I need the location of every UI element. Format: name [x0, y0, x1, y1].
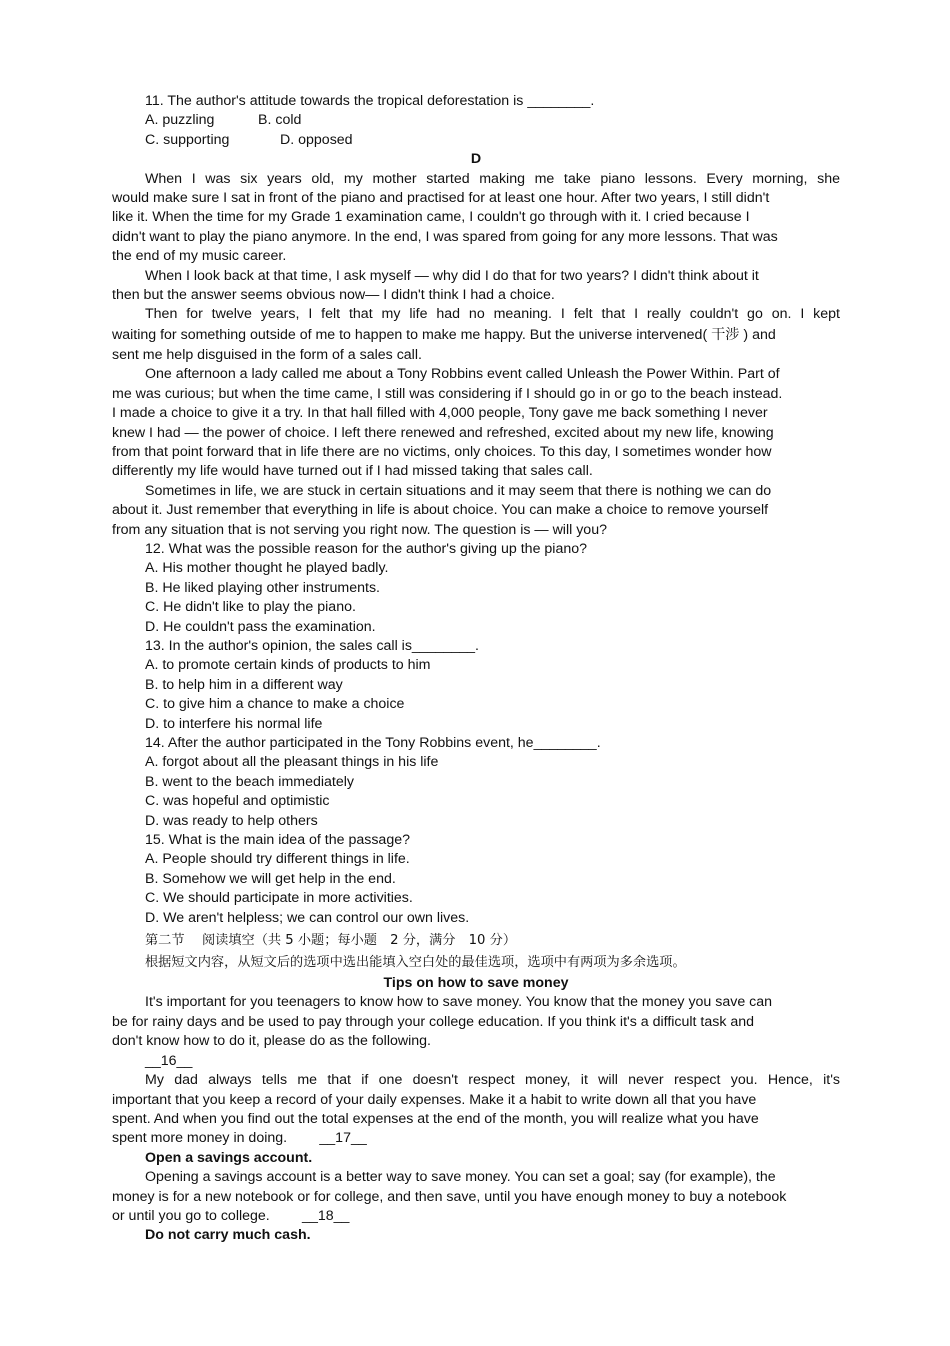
question-14-stem: 14. After the author participated in the Tony Robbins event, he________.	[145, 735, 601, 751]
passage-line: about it. Just remember that everything in life is about choice. You can make a choice to remove yourself	[112, 502, 769, 519]
question-option: A. forgot about all the pleasant things in his life	[145, 754, 439, 771]
question-option: C. to give him a chance to make a choice	[145, 696, 405, 713]
passage-line: me was curious; but when the time came, I still was considering if I should go in or go to the beach instead.	[112, 385, 783, 402]
passage-line: knew I had — the power of choice. I left there renewed and refreshed, excited about my new life, knowing	[112, 424, 774, 441]
question-option: C. was hopeful and optimistic	[145, 793, 330, 810]
passage-line: sent me help disguised in the form of a sales call.	[112, 346, 422, 363]
passage-line: the end of my music career.	[112, 248, 287, 265]
subheading-savings-account: Open a savings account.	[145, 1149, 313, 1166]
passage-line: then but the answer seems obvious now— I didn't think I had a choice.	[112, 287, 555, 304]
question-15-stem: 15. What is the main idea of the passage?	[145, 832, 410, 849]
exam-page	[112, 92, 840, 1246]
passage-line: would make sure I sat in front of the piano and practised for at least one hour. After two years, I still didn't	[112, 190, 770, 207]
question-option: C. He didn't like to play the piano.	[145, 599, 356, 616]
option-a: A. puzzling	[145, 112, 215, 129]
question-option: A. to promote certain kinds of products to him	[145, 657, 431, 674]
passage-line: When I was six years old, my mother started making me take piano lessons. Every morning, she	[145, 170, 840, 187]
passage-line: spent. And when you find out the total expenses at the end of the month, you will realize what you have	[112, 1110, 759, 1127]
blank-16: __16__	[145, 1052, 193, 1069]
subheading-cash: Do not carry much cash.	[145, 1227, 311, 1244]
passage-line: waiting for something outside of me to happen to make me happy. But the universe intervened( 干涉 ) and	[112, 326, 776, 343]
passage-line: money is for a new notebook or for college, and then save, until you have enough money to buy a notebook	[112, 1188, 787, 1205]
question-11-options-row2	[112, 131, 840, 150]
passage-title: Tips on how to save money	[383, 975, 569, 992]
passage-line: When I look back at that time, I ask myself — why did I do that for two years? I didn't think about it	[145, 267, 759, 284]
section-2-instruction: 根据短文内容，从短文后的选项中选出能填入空白处的最佳选项，选项中有两项为多余选项。	[145, 955, 686, 971]
passage-line: My dad always tells me that if one doesn't respect money, it will never respect you. Hence, it's	[145, 1072, 840, 1089]
question-13-stem: 13. In the author's opinion, the sales call is________.	[145, 637, 479, 654]
option-c: C. supporting	[145, 131, 230, 148]
question-option: D. He couldn't pass the examination.	[145, 618, 376, 635]
option-d: D. opposed	[280, 131, 353, 148]
passage-line: Then for twelve years, I felt that my life had no meaning. I felt that I really couldn't go on. I kept	[145, 306, 840, 323]
question-option: B. He liked playing other instruments.	[145, 579, 380, 596]
passage-d-heading: D	[470, 151, 482, 168]
passage-line: from any situation that is not serving you right now. The question is — will you?	[112, 521, 607, 538]
option-b: B. cold	[258, 112, 302, 129]
passage-line-blank-18: or until you go to college. __18__	[112, 1207, 350, 1224]
passage-line: differently my life would have turned out if I had missed taking that sales call.	[112, 463, 593, 480]
question-option: D. was ready to help others	[145, 812, 318, 829]
question-option: D. to interfere his normal life	[145, 715, 323, 732]
passage-line: from that point forward that in life there are no victims, only choices. To this day, I sometimes wonder how	[112, 443, 772, 460]
passage-line: be for rainy days and be used to pay through your college education. If you think it's a difficult task and	[112, 1013, 755, 1030]
question-option: D. We aren't helpless; we can control our own lives.	[145, 909, 470, 926]
passage-line: didn't want to play the piano anymore. In the end, I was spared from going for any more lessons. That was	[112, 228, 778, 245]
passage-line: Sometimes in life, we are stuck in certain situations and it may seem that there is nothing we can do	[145, 482, 772, 499]
question-option: A. People should try different things in life.	[145, 851, 410, 868]
question-12-stem: 12. What was the possible reason for the author's giving up the piano?	[145, 540, 588, 557]
question-option: B. went to the beach immediately	[145, 773, 354, 790]
section-2-title: 第二节 阅读填空（共 5 小题；每小题 2 分，满分 10 分）	[145, 933, 517, 949]
passage-line: like it. When the time for my Grade 1 examination came, I couldn't go through with it. I cried because I	[112, 209, 750, 226]
passage-line: It's important for you teenagers to know how to save money. You know that the money you save can	[145, 994, 773, 1011]
passage-line: don't know how to do it, please do as the following.	[112, 1033, 431, 1050]
question-option: A. His mother thought he played badly.	[145, 560, 389, 577]
question-option: B. Somehow we will get help in the end.	[145, 870, 396, 887]
passage-line: One afternoon a lady called me about a Tony Robbins event called Unleash the Power Within. Part of	[145, 366, 780, 383]
passage-line-blank-17: spent more money in doing. __17__	[112, 1130, 367, 1147]
question-option: B. to help him in a different way	[145, 676, 343, 693]
question-option: C. We should participate in more activities.	[145, 890, 413, 907]
passage-line: important that you keep a record of your daily expenses. Make it a habit to write down all that you have	[112, 1091, 757, 1108]
question-11-options-row1	[112, 111, 840, 130]
passage-line: Opening a savings account is a better way to save money. You can set a goal; say (for example), the	[145, 1169, 776, 1186]
question-11-stem: 11. The author's attitude towards the tropical deforestation is ________.	[145, 93, 595, 109]
passage-line: I made a choice to give it a try. In that hall filled with 4,000 people, Tony gave me back something I never	[112, 405, 768, 422]
